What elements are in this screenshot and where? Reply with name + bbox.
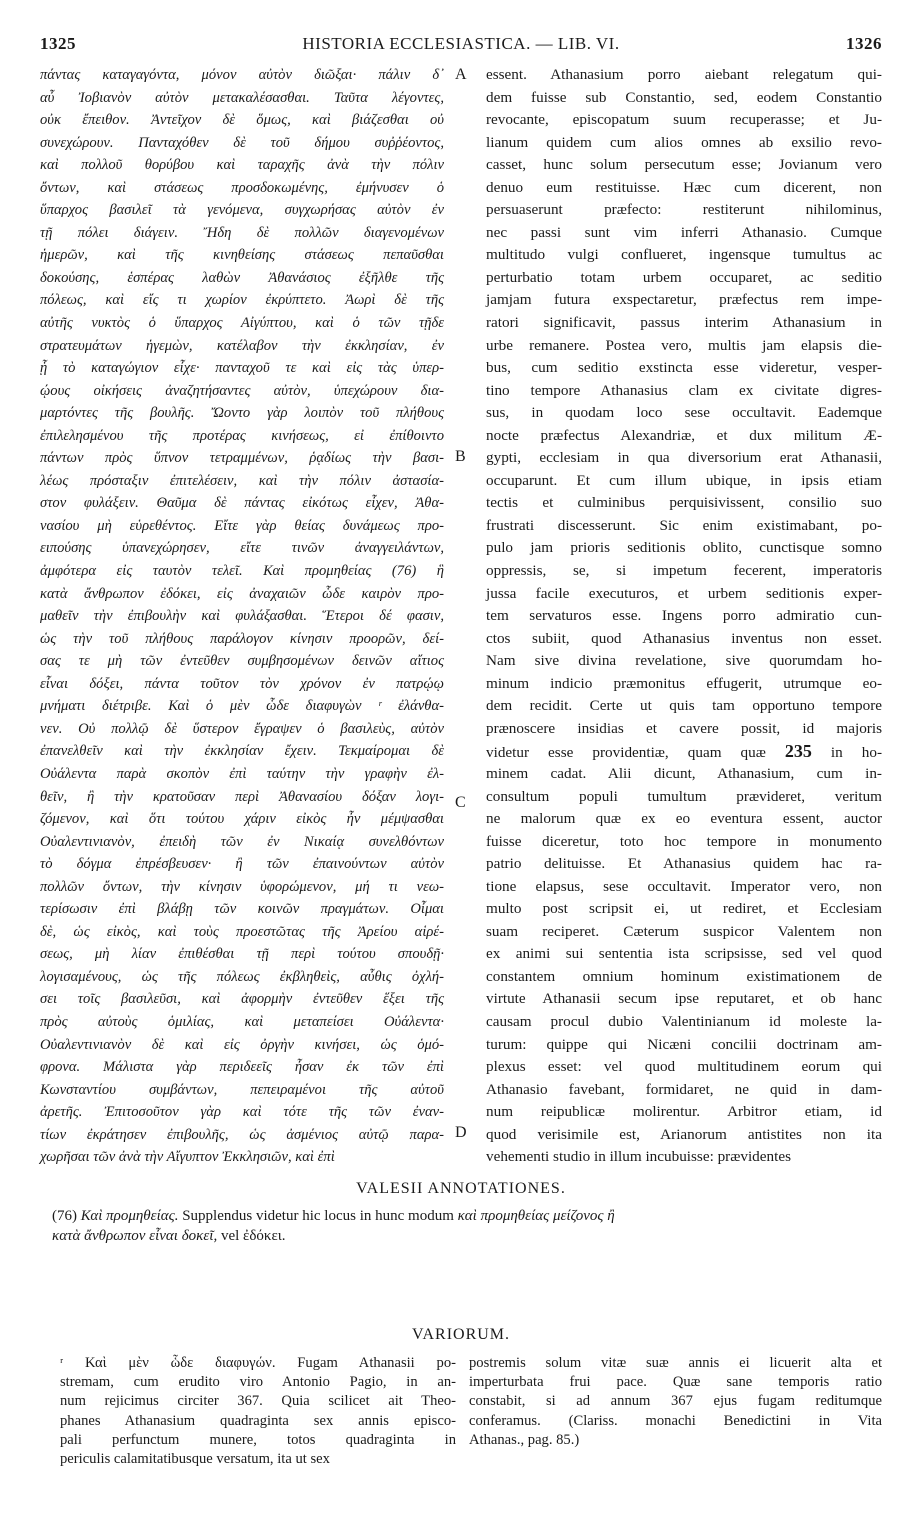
- text-line: denuo eum restituisse. Hæc cum dicerent, non: [486, 178, 882, 196]
- text-line: minum indicio præmonitus effugerit, utrumque eo-: [486, 674, 882, 692]
- text-line: lianum quidem cum alios omnes ab exsilio revo-: [486, 133, 882, 151]
- note-greek-2: κατὰ ἄνθρωπον εἶναι δοκεῖ,: [52, 1228, 218, 1244]
- text-line: bus, cum seditio exstincta esse videretur, vesper-: [486, 359, 882, 377]
- text-line: turum: quippe qui Nicæni concilii doctrinam am-: [486, 1035, 882, 1053]
- text-line: ἀρετῆς. Ἐπιτοσοῦτον γὰρ καὶ τότε τῆς τῶν ἐναν-: [40, 1104, 444, 1121]
- text-line: Κωνσταντίου συμβάντων, πεπειραμένοι τῆς αὐτοῦ: [40, 1081, 444, 1098]
- margin-marker-d: D: [455, 1124, 467, 1141]
- text-line: gypti, ecclesiam in qua diversorium erat Athanasii,: [486, 449, 882, 467]
- text-line: Athanasio favebant, formidaret, ne quid in dam-: [486, 1080, 882, 1098]
- text-line: patrio delituisse. Et Athanasius quidem hac ra-: [486, 855, 882, 873]
- text-line: Athanas., pag. 85.): [469, 1431, 580, 1448]
- note-label: (76): [52, 1208, 77, 1224]
- text-line: nec passi sunt vim inferri Athanasio. Cumque: [486, 223, 882, 241]
- text-line: στον φυλάξειν. Θαῦμα δὲ πάντας εἰκότως εἶχεν, Ἀθα-: [40, 495, 444, 512]
- text-line: σει τοῖς βασιλεῦσι, καὶ ἀφορμὴν ἐντεῦθεν ἕξει τῆς: [40, 991, 444, 1008]
- variorum-left-column: [60, 1354, 456, 1469]
- page-header: [40, 34, 882, 58]
- text-line: κατὰ ἄνθρωπον ἐδόκει, εἰς ἀναχαιῶν ὧδε καιρὸν προ-: [40, 585, 444, 602]
- text-line: τερίσωσιν ἐπὶ βλάβῃ τῶν κοινῶν πραγμάτων. Οἶμαι: [40, 901, 444, 918]
- text-line: καὶ πολλοῦ θορύβου καὶ ταραχῆς ἀνὰ τὴν πόλιν: [40, 157, 444, 174]
- text-line: αὖ Ἰοβιανὸν αὐτὸν μετακαλέσασθαι. Ταῦτα λέγοντες,: [40, 89, 444, 106]
- text-line: Οὐαλεντινιανὸν, ἐπειδὴ τῶν ἐν Νικαίᾳ συνελθόντων: [40, 833, 444, 850]
- text-line: ῴους οἰκήσεις ἀναζητήσαντες αὐτὸν, ὑπεχώρουν δια-: [40, 382, 444, 399]
- text-line: συνεχώρουν. Πανταχόθεν δὲ τοῦ δήμου συῤῥέοντος,: [40, 134, 444, 151]
- text-line: multo post scripsit ei, ut rediret, et Ecclesiam: [486, 900, 882, 918]
- text-line: tione elapsus, sese occultavit. Imperator vero, non: [486, 877, 882, 895]
- note-lemma: Καὶ προμηθείας.: [80, 1208, 179, 1224]
- text-line: ειπούσης ὑπανεχώρησεν, εἴτε τινῶν ἀναγγειλάντων,: [40, 540, 444, 557]
- text-line: ζόμενον, καὶ ὅτι τούτου χάριν εἰκὸς ἦν μέμψασθαι: [40, 811, 444, 828]
- text-line: χωρῆσαι τῶν ἀνὰ τὴν Αἴγυπτον Ἐκκλησιῶν, καὶ ἐπὶ: [40, 1149, 335, 1166]
- text-line: dem fuisse sub Constantio, sed, eodem Constantio: [486, 88, 882, 106]
- text-line: persuaserunt præfecto: restiterunt nihilominus,: [486, 201, 882, 219]
- page-number-left: 1325: [40, 34, 76, 53]
- text-line: Nam sive divina revelatione, sive quorumdam ho-: [486, 652, 882, 670]
- valesii-note-line-1: [52, 1206, 882, 1226]
- text-line: periculis calamitatibusque versatum, ita ut sex: [60, 1450, 330, 1467]
- text-line: Οὐάλεντα παρὰ σκοπὸν ἐπὶ ταύτην τὴν γραφὴν ἐλ-: [40, 765, 444, 782]
- text-line: vehementi studio in illum incubuisse: prævidentes: [486, 1148, 791, 1166]
- text-line: occuparunt. Et cum illum ubique, in ipsis etiam: [486, 471, 882, 489]
- text-line: Οὐαλεντινιανὸν δὲ καὶ εἰς ὀργὴν κινήσει, ὡς ὁμό-: [40, 1036, 444, 1053]
- text-line: ne malorum quæ ex eo eventura essent, auctor: [486, 810, 882, 828]
- margin-marker-b: B: [455, 448, 466, 465]
- text-line: suam reciperet. Cæterum suspicor Valentem non: [486, 922, 882, 940]
- text-line: τὸ δόγμα ἐπρέσβευσεν· ἢ τῶν ἐπαινούντων αὐτὸν: [40, 856, 444, 873]
- text-line: jamjam futura exspectaretur, præfectus rem impe-: [486, 291, 882, 309]
- text-line: πάντας καταγαγόντα, μόνον αὐτὸν διῶξαι· πάλιν δ᾽: [40, 67, 444, 83]
- text-line: εἶναι δόξει, πάντα τοῦτον τὸν χρόνον ἐν πατρῴῳ: [40, 675, 444, 692]
- text-line: urbe remanere. Postea vero, multis jam elapsis die-: [486, 336, 882, 354]
- text-line: fuisse diceretur, toto hoc tempore in monumento: [486, 832, 882, 850]
- text-line: oppressis, se, si impetum fecerent, imperatoris: [486, 562, 882, 580]
- text-line: casset, hunc solum persecutum esse; Jovianum vero: [486, 156, 882, 174]
- text-line: sus, in quodam loco sese occultavit. Eademque: [486, 404, 882, 422]
- text-line: jussa facile executuros, et urbem seditionis exper-: [486, 584, 882, 602]
- text-line: μαρτόντες τῆς βουλῆς. Ὤοντο γὰρ λοιπὸν τοῦ πλήθους: [40, 405, 444, 422]
- text-line: frustrati discesserunt. Sic enim existimabant, po-: [486, 516, 882, 534]
- text-line: πάντων πρὸς ὕπνον τετραμμένων, ῥᾳδίως τὴν βασι-: [40, 450, 444, 467]
- variorum-right-column: [469, 1354, 882, 1450]
- note-greek: καὶ προμηθείας μείζονος ἢ: [457, 1208, 615, 1224]
- text-line: φρονα. Μάλιστα γὰρ περιδεεῖς ἦσαν ἐκ τῶν ἐπὶ: [40, 1059, 444, 1076]
- text-line: quod verisimile est, Arianorum antistites non ita: [486, 1125, 882, 1143]
- text-line: οὐκ ἔπειθον. Ἀντεῖχον δὲ ὅμως, καὶ βιάζεσθαι οὐ: [40, 112, 444, 129]
- text-line: δὲ, ὡς εἰκὸς, καὶ τοὺς προεστῶτας τῆς Ἀρείου αἱρέ-: [40, 923, 444, 940]
- text-line: causam procul dubio Valentinianum id moleste la-: [486, 1012, 882, 1030]
- text-line: virtute Athanasii secum ipse reputaret, et ob hanc: [486, 990, 882, 1008]
- text-line: tino tempore Athanasius clam ex civitate digres-: [486, 381, 882, 399]
- text-line: σεως, μὴ λίαν ἐπιθέσθαι τῇ περὶ τούτου σπουδῇ·: [40, 946, 444, 963]
- text-line: ratori significavit, passus interim Athanasium in: [486, 314, 882, 332]
- margin-marker-a: A: [455, 66, 467, 83]
- text-line: postremis solum vitæ suæ annis ei licuerit alta et: [469, 1355, 882, 1371]
- note-text: Supplendus videtur hic locus in hunc modum: [182, 1208, 454, 1224]
- text-line: dem recidit. Certe ut quis tam opportuno tempore: [486, 697, 882, 715]
- latin-text-column: [486, 64, 882, 1169]
- text-line: στρατευμάτων ἡγεμὼν, κατέλαβον τὴν ἐκκλησίαν, ἐν: [40, 337, 444, 354]
- text-line: ἡμερῶν, καὶ τῆς κινηθείσης στάσεως πεπαῦσθαι: [40, 247, 444, 264]
- valesii-note-line-2: [52, 1226, 882, 1246]
- page-number-right: 1326: [846, 34, 882, 53]
- text-line: μαθεῖν τὴν ἐπιβουλὴν καὶ φυλάξασθαι. Ἕτεροι δέ φασιν,: [40, 608, 444, 625]
- text-line: ctos subiit, quod Athanasius inventus non esset.: [486, 629, 882, 647]
- text-line: ἀμφότερα εἰς ταυτὸν τελεῖ. Καὶ προμηθείας (76) ἣ: [40, 563, 444, 580]
- text-line: imperturbata frui pace. Quæ sane temporis ratio: [469, 1374, 882, 1391]
- text-line: ex animi sui sententia ista scripsisse, sed vel quod: [486, 945, 882, 963]
- text-line: pulo jam prioris seditionis oblito, cunctisque somno: [486, 539, 882, 557]
- valesii-title: VALESII ANNOTATIONES.: [356, 1180, 566, 1197]
- text-line: ἐπανελθεῖν καὶ τὴν ἐκκλησίαν ἔχειν. Τεκμαίρομαι δὲ: [40, 743, 444, 760]
- text-line: λέως πρόσταξιν ἐπιτελέσειν, καὶ τὴν πόλιν ἀστασία-: [40, 472, 444, 489]
- variorum-title: VARIORUM.: [411, 1326, 511, 1343]
- text-line: ὡς τὴν τοῦ πλήθους παράλογον κίνησιν προορῶν, δεί-: [40, 630, 444, 647]
- valesii-note: [52, 1206, 882, 1246]
- text-line: νασίου μὴ εὑρεθέντος. Εἴτε γὰρ θείας δυνάμεως προ-: [40, 517, 444, 534]
- text-line: αὐτῆς νυκτὸς ὁ ὕπαρχος Αἰγύπτου, καὶ ὁ τῶν τῇδε: [40, 315, 444, 332]
- note-rest: vel ἐδόκει.: [220, 1228, 286, 1244]
- text-line: nocte præfectus Alexandriæ, et dux militum Æ-: [486, 426, 882, 444]
- text-line: λογισαμένους, ὡς τῆς πόλεως ἐκβληθεὶς, αὖθις ὀχλή-: [40, 968, 444, 985]
- text-line: stremam, cum erudito viro Antonio Pagio, in an-: [60, 1374, 456, 1391]
- text-line: videtur esse providentiæ, quam quæ 235 in ho-: [486, 741, 883, 762]
- text-line: tectis et culminibus perquisivissent, consilio suo: [486, 494, 882, 512]
- text-line: revocante, episcopatum suum recuperasse; et Ju-: [486, 111, 882, 129]
- text-line: num reipublicæ molirentur. Arbitror etiam, id: [486, 1103, 882, 1121]
- text-line: τίων ἐκράτησεν ἐπιβουλῆς, ὡς ἀσμένιος αὐτῷ παρα-: [40, 1126, 444, 1143]
- text-line: πόλεως, καὶ εἴς τι χωρίον ἐκρύπτετο. Ἀωρὶ δὲ τῆς: [40, 292, 444, 309]
- text-line: conferamus. (Clariss. monachi Benedictini in Vita: [469, 1412, 882, 1429]
- text-line: νεν. Οὐ πολλῷ δὲ ὕστερον ἔγραψεν ὁ βασιλεὺς, αὐτὸν: [40, 720, 444, 737]
- text-line: ὕπαρχος βασιλεῖ τὰ γενόμενα, συγχωρήσας αὐτὸν ἐν: [40, 202, 444, 219]
- text-line: μνήματι διέτριβε. Καὶ ὁ μὲν ὧδε διαφυγὼν ʳ ἐλάνθα-: [40, 698, 444, 715]
- text-line: πρὸς αὐτοὺς ὁμιλίας, καὶ μεταπείσει Οὐάλεντα·: [40, 1013, 444, 1030]
- text-line: constantem omnium hominum existimationem de: [486, 967, 882, 985]
- text-line: ʳ Καὶ μὲν ὧδε διαφυγών. Fugam Athanasii po-: [60, 1355, 456, 1371]
- text-line: ἐπιλελησμένου τῆς προτέρας κινήσεως, εἰ ἐπίθοιντο: [40, 427, 444, 444]
- text-line: constabit, si ad annum 367 ejus fugam reditumque: [469, 1393, 882, 1410]
- margin-marker-c: C: [455, 794, 466, 811]
- text-line: minem cadat. Alii dicunt, Athanasium, cum in-: [486, 764, 882, 782]
- text-line: multitudo vulgi conflueret, ingensque tumultus ac: [486, 246, 882, 264]
- text-line: δοκούσης, ἑσπέρας λαθὼν Ἀθανάσιος ἐξῆλθε τῆς: [40, 269, 444, 286]
- running-title: HISTORIA ECCLESIASTICA. — LIB. VI.: [302, 34, 620, 53]
- text-line: ὄντων, καὶ στάσεως προσδοκωμένης, ἐμήνυσεν ὁ: [40, 179, 444, 196]
- text-line: πολλῶν ὄντων, τὴν κίνησιν ὑφορώμενον, μή τι νεω-: [40, 878, 444, 895]
- text-line: perturbatio totam urbem occuparet, ac seditio: [486, 268, 882, 286]
- text-line: essent. Athanasium porro aiebant relegatum qui-: [486, 66, 882, 83]
- text-line: consultum populi tumultum prævideret, veritum: [486, 787, 882, 805]
- text-line: num rejicimus circiter 367. Quia scilicet ait Theo-: [60, 1393, 456, 1410]
- text-line: prænoscere insidias et cavere possit, id majoris: [486, 719, 882, 737]
- text-line: pali perfunctum munere, totos quadraginta in: [60, 1431, 456, 1448]
- text-line: phanes Athanasium quadraginta sex annis episco-: [60, 1412, 456, 1429]
- text-line: θεῖν, ἢ τὴν κρατοῦσαν περὶ Ἀθανασίου δόξαν λογι-: [40, 788, 444, 805]
- text-line: tem servaturos esse. Ingens porro admiratio cun-: [486, 607, 882, 625]
- text-line: ᾗ τὸ καταγώγιον εἶχε· πανταχοῦ τε καὶ εἰς τὰς ὑπερ-: [40, 360, 444, 377]
- greek-text-column: [40, 64, 444, 1169]
- text-line: τῇ πόλει διάγειν. Ἤδη δὲ πολλῶν διαγενομένων: [40, 224, 444, 241]
- page-reference-number: 235: [784, 741, 812, 762]
- text-line: σας τε μὴ τῶν ἐντεῦθεν συμβησομένων δεινῶν αἴτιος: [40, 653, 444, 670]
- text-line: plexus esset: vel quod multitudinem eorum qui: [486, 1058, 882, 1076]
